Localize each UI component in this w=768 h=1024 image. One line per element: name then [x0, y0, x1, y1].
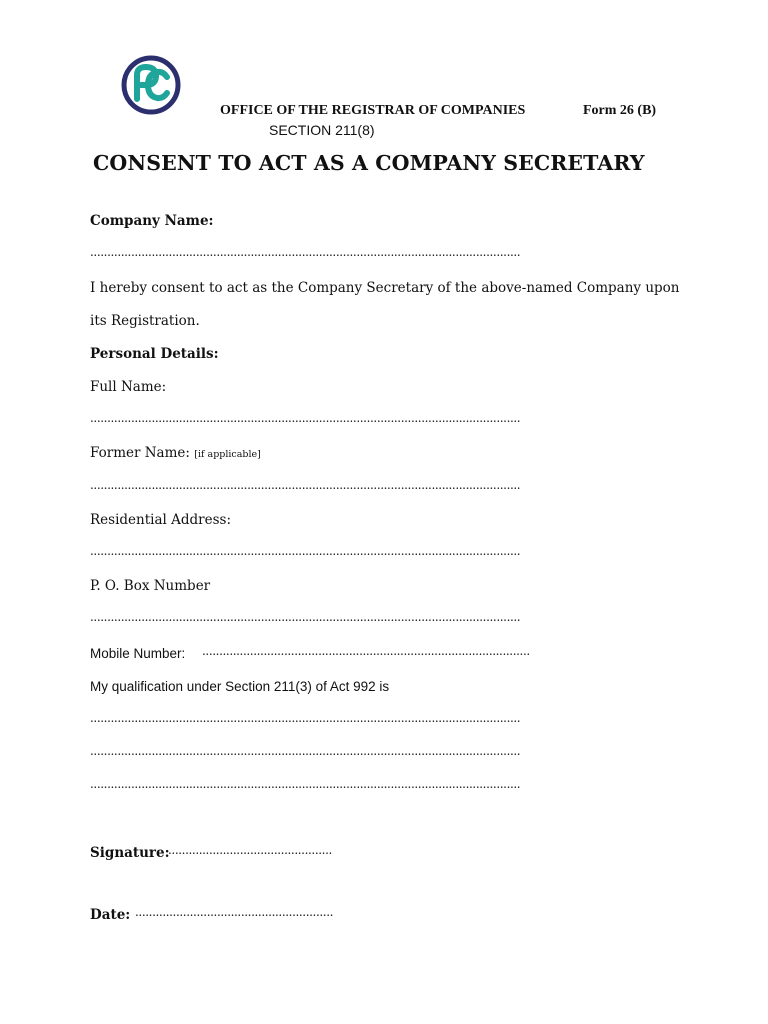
former-name-note: [if applicable]: [194, 449, 261, 460]
consent-statement-line-2: its Registration.: [90, 313, 200, 329]
qualification-field-line-1[interactable]: ..............................................................................................................................: [90, 711, 521, 725]
qualification-label: My qualification under Section 211(3) of Act 992 is: [90, 679, 390, 694]
former-name-label: Former Name: [if applicable]: [90, 445, 261, 461]
date-field[interactable]: ..........................................................: [135, 905, 334, 919]
residential-address-field[interactable]: ..............................................................................................................................: [90, 544, 521, 558]
consent-statement-line-1: I hereby consent to act as the Company Secretary of the above-named Company upon: [90, 280, 680, 296]
qualification-field-line-3[interactable]: ..............................................................................................................................: [90, 777, 521, 791]
residential-address-label: Residential Address:: [90, 512, 232, 528]
office-heading: OFFICE OF THE REGISTRAR OF COMPANIES: [220, 103, 526, 118]
po-box-label: P. O. Box Number: [90, 578, 211, 594]
date-label: Date:: [90, 907, 131, 923]
registrar-logo-icon: [121, 55, 181, 115]
company-name-field[interactable]: ..............................................................................................................................: [90, 245, 521, 259]
signature-field[interactable]: ................................................: [168, 843, 332, 857]
po-box-field[interactable]: ..............................................................................................................................: [90, 610, 521, 624]
page-title: CONSENT TO ACT AS A COMPANY SECRETARY: [93, 151, 645, 175]
full-name-label: Full Name:: [90, 379, 167, 395]
form-number: Form 26 (B): [583, 103, 657, 118]
signature-label: Signature:: [90, 845, 170, 861]
company-name-label: Company Name:: [90, 213, 214, 229]
personal-details-heading: Personal Details:: [90, 346, 219, 362]
mobile-number-field[interactable]: ................................................................................................: [202, 644, 530, 658]
qualification-field-line-2[interactable]: ..............................................................................................................................: [90, 744, 521, 758]
section-reference: SECTION 211(8): [269, 122, 375, 138]
full-name-field[interactable]: ..............................................................................................................................: [90, 411, 521, 425]
mobile-number-label: Mobile Number:: [90, 646, 186, 661]
former-name-field[interactable]: ..............................................................................................................................: [90, 478, 521, 492]
